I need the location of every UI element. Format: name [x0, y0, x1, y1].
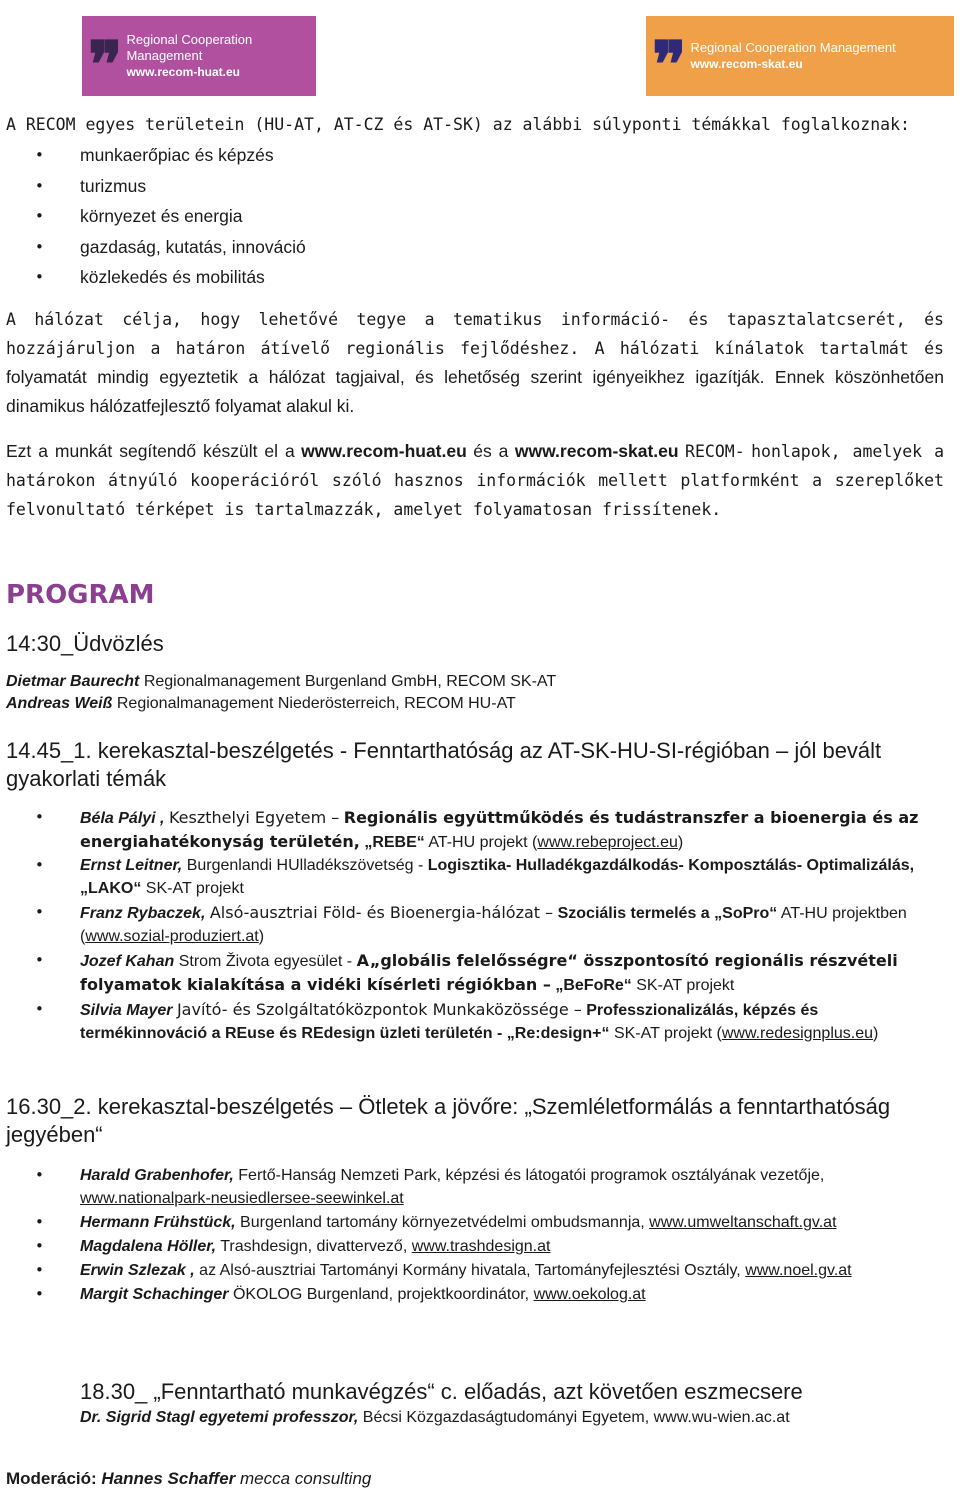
text: ) [873, 1025, 879, 1042]
link[interactable]: www.redesignplus.eu [721, 1025, 874, 1042]
paragraph-goal-mono: A hálózat célja, hogy lehetővé tegye a tematikus információ- és tapasztalatcserét, és hozzájáruljon a határon átívelő regionális fejlődéshez. A hálózati kínálatok tartalmát és [6, 310, 944, 358]
list-item: • munkaerőpiac és képzés [6, 140, 944, 171]
list-item: • közlekedés és mobilitás [6, 262, 944, 293]
recom-huat-logo [82, 16, 316, 103]
text: AT-HU projektben ( [80, 905, 907, 945]
logo-left-name: Regional Cooperation Management [126, 32, 253, 63]
list-item [6, 854, 944, 900]
text: AT-HU projekt ( [428, 834, 538, 851]
talk-heading: 18.30_ „Fenntartható munkavégzés“ c. előadás, azt követően eszmecsere [80, 1379, 803, 1404]
quote-mark-icon: ❞ [652, 28, 681, 103]
speaker-role: Fertő-Hanság Nemzeti Park, képzési és látogatói programok osztályának vezetője, [238, 1167, 825, 1184]
talk-speaker [80, 1407, 950, 1429]
link[interactable]: www.noel.gv.at [745, 1262, 852, 1279]
logo-right-url: www.recom-skat.eu [690, 57, 803, 71]
speaker-org: Javító- és Szolgáltatóközpontok Munkaközössége – [176, 1000, 582, 1019]
speaker-name: Hermann Frühstück, [80, 1214, 236, 1231]
moderator-name: Hannes Schaffer [101, 1469, 236, 1488]
link[interactable]: www.trashdesign.at [411, 1238, 551, 1255]
host-org: Regionalmanagement Niederösterreich, RECOM HU-AT [116, 695, 516, 712]
speaker-org: Bécsi Közgazdaságtudományi Egyetem, www.wu-wien.ac.at [362, 1409, 790, 1426]
link-recom-skat[interactable]: www.recom-skat.eu [514, 441, 679, 461]
link[interactable]: www.umweltanschaft.gv.at [649, 1214, 837, 1231]
project-name: „SoPro“ [714, 905, 778, 922]
project-name: „BeFoRe“ [555, 977, 632, 994]
host-name: Andreas Weiß [6, 695, 113, 712]
link[interactable]: www.sozial-produziert.at [85, 928, 259, 945]
list-item [6, 1164, 944, 1210]
list-item: • turizmus [6, 171, 944, 202]
speaker-name: Harald Grabenhofer, [80, 1167, 234, 1184]
link[interactable]: www.nationalpark-neusiedlersee-seewinkel.at [80, 1190, 404, 1207]
speaker-org: Alsó-ausztriai Föld- és Bioenergia-hálózat – [209, 903, 554, 922]
paragraph-goal [6, 305, 944, 421]
list-item [6, 806, 944, 854]
logo-left-url: www.recom-huat.eu [126, 65, 241, 79]
speaker-name: Franz Rybaczek, [80, 905, 206, 922]
link-recom-huat[interactable]: www.recom-huat.eu [301, 441, 467, 461]
moderation [6, 1468, 944, 1490]
host-org: Regionalmanagement Burgenland GmbH, RECOM SK-AT [143, 673, 557, 690]
speaker-name: Jozef Kahan [80, 953, 175, 970]
topic: Regionális együttműködés és tudástranszfer a bioenergia és az energiahatékonyság területén, [80, 808, 919, 851]
link[interactable]: www.rebeproject.eu [537, 834, 678, 851]
speaker-name: Ernst Leitner, [80, 857, 183, 874]
paragraph-websites [6, 437, 944, 524]
panel2-list [6, 1164, 944, 1307]
list-item [6, 1211, 944, 1234]
text: SK-AT projekt [145, 880, 244, 897]
list-item [6, 998, 944, 1045]
program-title: PROGRAM [6, 580, 155, 610]
project-name: „LAKO“ [80, 880, 142, 897]
moderator-org: mecca consulting [240, 1469, 372, 1488]
quote-mark-icon: ❞ [88, 28, 117, 103]
topic: Professzionalizálás, képzés és termékinnováció a REuse és REdesign üzleti területén - [80, 1002, 819, 1042]
topic: A„globális felelősségre“ összpontosító regionális részvételi folyamatok kialakítása a vidéki kísérleti régiókban – [80, 951, 898, 994]
paragraph-goal-sans: folyamatát mindig egyeztetik a hálózat tagjaival, és lehetőség szerint igényeikhez igazítják. Ennek köszönhetően dinamikus hálózatfejlesztő folyamat alakul ki. [6, 367, 944, 416]
list-item: • gazdaság, kutatás, innováció [6, 232, 944, 263]
recom-skat-logo [646, 16, 954, 103]
topic: Szociális termelés a [557, 905, 710, 922]
text: RECOM- [685, 442, 745, 461]
speaker-name: Silvia Mayer [80, 1002, 173, 1019]
text: SK-AT projekt ( [613, 1025, 722, 1042]
panel2-heading: 16.30_2. kerekasztal-beszélgetés – Ötletek a jövőre: „Szemléletformálás a fenntarthatóság jegyében“ [6, 1094, 891, 1147]
link[interactable]: www.oekolog.at [533, 1286, 646, 1303]
topics-list [6, 140, 944, 293]
intro-lead: A RECOM egyes területein (HU-AT, AT-CZ és AT-SK) az alábbi súlyponti témákkal foglalkoznak: [6, 115, 910, 134]
topic: Logisztika- Hulladékgazdálkodás- Komposztálás- Optimalizálás, [427, 857, 915, 874]
text: ) [258, 928, 265, 945]
list-item [6, 1259, 944, 1282]
logo-right-name: Regional Cooperation Management [690, 40, 896, 55]
speaker-name: Dr. Sigrid Stagl egyetemi professzor, [80, 1409, 359, 1426]
text: és a [473, 441, 509, 461]
welcome-heading: 14:30_Üdvözlés [6, 631, 164, 656]
speaker-name: Béla Pályi , [80, 810, 165, 827]
text: Ezt a munkát segítendő készült el a [6, 441, 295, 461]
speaker-role: Burgenland tartomány környezetvédelmi ombudsmannja, [240, 1214, 645, 1231]
speaker-name: Erwin Szlezak , [80, 1262, 195, 1279]
list-item [6, 901, 944, 948]
speaker-name: Magdalena Höller, [80, 1238, 217, 1255]
panel1-heading: 14.45_1. kerekasztal-beszélgetés - Fenntarthatóság az AT-SK-HU-SI-régióban – jól bevált gyakorlati témák [6, 738, 882, 791]
text: SK-AT projekt [636, 977, 735, 994]
host-name: Dietmar Baurecht [6, 673, 140, 690]
panel1-list [6, 806, 944, 1046]
text: honlapok, amelyek a határokon átnyúló kooperációról szóló hasznos információk mellett platformként a szereplőket felvonultató térképet is tartalmazzák, amelyet folyamatosan frissítenek. [6, 442, 945, 519]
list-item [6, 1283, 944, 1306]
project-name: „Re:design+“ [506, 1025, 610, 1042]
speaker-role: ÖKOLOG Burgenland, projektkoordinátor, [232, 1286, 530, 1303]
moderation-label: Moderáció: [6, 1469, 97, 1488]
speaker-org: Strom Života egyesület - [178, 953, 353, 970]
list-item [6, 1235, 944, 1258]
hosts [6, 671, 944, 715]
list-item [6, 949, 944, 997]
speaker-org: Burgenlandi HUlladékszövetség - [186, 857, 424, 874]
speaker-name: Margit Schachinger [80, 1286, 229, 1303]
speaker-role: Trashdesign, divattervező, [220, 1238, 408, 1255]
speaker-org: Keszthelyi Egyetem – [168, 808, 340, 827]
speaker-role: az Alsó-ausztriai Tartományi Kormány hivatala, Tartományfejlesztési Osztály, [199, 1262, 741, 1279]
text: ) [677, 834, 684, 851]
list-item: • környezet és energia [6, 201, 944, 232]
project-name: „REBE“ [364, 834, 425, 851]
